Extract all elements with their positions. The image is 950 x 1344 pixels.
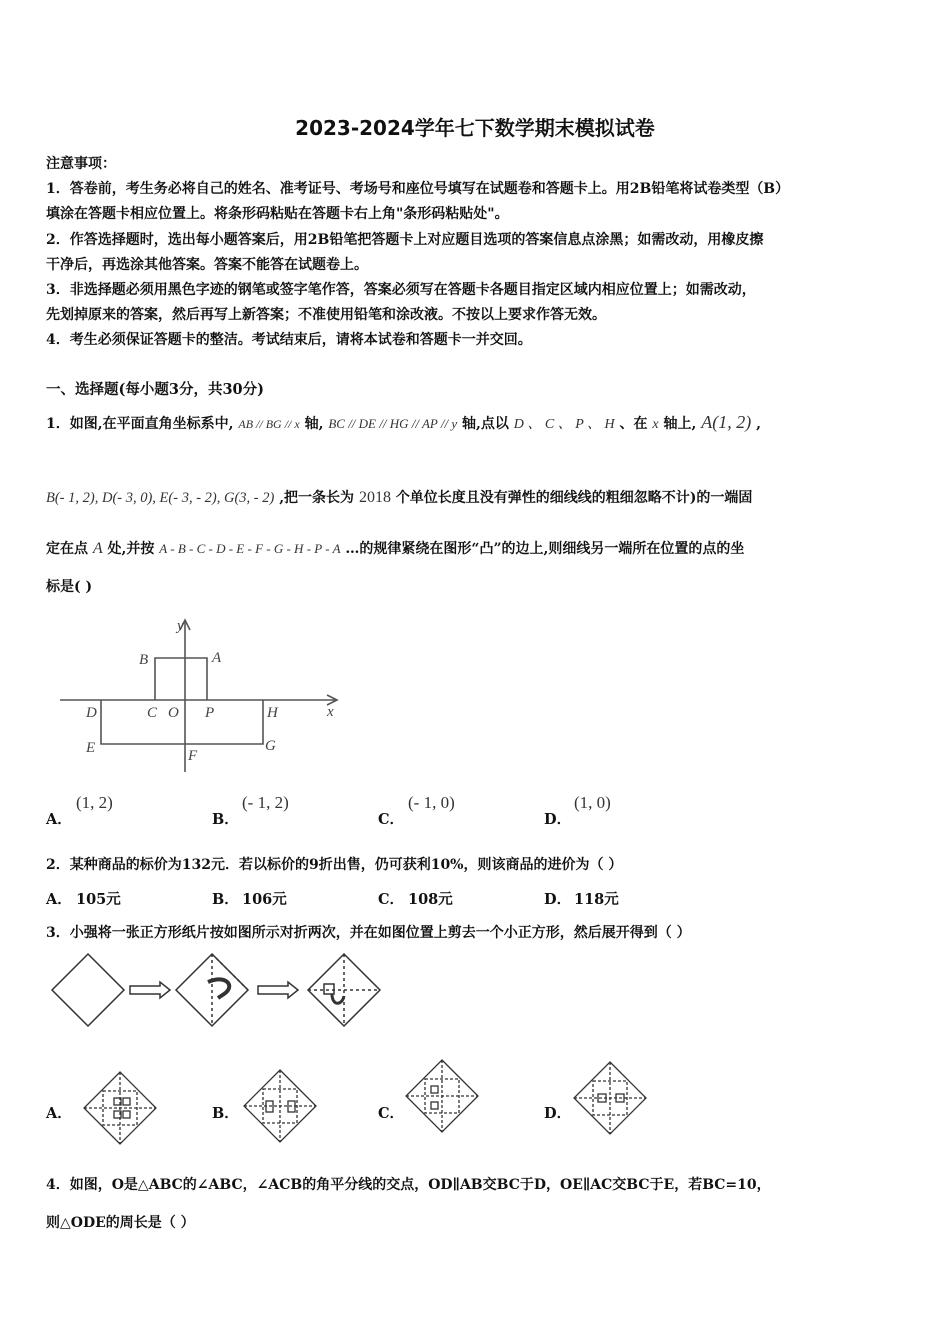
q1-option-label[interactable]: A． bbox=[46, 811, 72, 828]
page-title: 2023-2024学年七下数学期末模拟试卷 bbox=[295, 116, 655, 140]
q1-math: A - B - C - D - E - F - G - H - P - A bbox=[159, 541, 341, 556]
q1-line3 bbox=[46, 538, 906, 558]
notice-line: 干净后，再选涂其他答案。答案不能答在试题卷上。 bbox=[46, 257, 368, 273]
upper-square bbox=[155, 658, 207, 700]
q2-option-value: 106元 bbox=[242, 891, 287, 908]
q1-text: 轴,点以 bbox=[462, 416, 509, 432]
label-G: G bbox=[265, 738, 276, 754]
q1-text: ,把一条长为 bbox=[279, 490, 355, 506]
q4-line2: 则△ODE的周长是（ ） bbox=[46, 1215, 195, 1231]
q1-text: 轴上, bbox=[663, 416, 697, 432]
section-heading: 一、选择题(每小题3分，共30分) bbox=[46, 381, 264, 398]
q3-option-c-figure bbox=[404, 1058, 484, 1134]
q1-math: B(- 1, 2), D(- 3, 0), E(- 3, - 2), G(3, - 2) bbox=[46, 490, 275, 506]
label-B: B bbox=[139, 652, 149, 668]
fold-arrow-icon bbox=[208, 979, 229, 998]
q3-option-a-figure bbox=[80, 1070, 160, 1146]
q1-math: A bbox=[92, 540, 103, 557]
notice-heading: 注意事项： bbox=[46, 156, 116, 172]
q1-math: x bbox=[652, 417, 659, 432]
label-x: x bbox=[327, 704, 334, 720]
q3-option-d-figure bbox=[572, 1060, 652, 1136]
arrow-icon bbox=[130, 982, 170, 998]
q4-line1: 4．如图，O是△ABC的∠ABC，∠ACB的角平分线的交点，OD∥AB交BC于D，OE∥AC交BC于E，若BC=10， bbox=[46, 1177, 771, 1193]
q1-option-label[interactable]: C． bbox=[378, 811, 405, 828]
q2-option-label[interactable]: C． bbox=[378, 891, 405, 908]
q1-text: 定在点 bbox=[46, 541, 88, 557]
q2-option-value: 108元 bbox=[408, 891, 453, 908]
q2-option-value: 118元 bbox=[574, 891, 619, 908]
q1-text: 、在 bbox=[619, 416, 648, 432]
square-paper bbox=[52, 954, 124, 1026]
q2-option-value: 105元 bbox=[76, 891, 121, 908]
notice-line: 先划掉原来的答案，然后再写上新答案；不准使用铅笔和涂改液。不按以上要求作答无效。 bbox=[46, 307, 606, 323]
label-O: O bbox=[168, 705, 179, 721]
cut-square bbox=[324, 984, 334, 994]
notice-line: 1．答卷前，考生务必将自己的姓名、准考证号、考场号和座位号填写在试题卷和答题卡上。用2B铅笔将试卷类型（B） bbox=[46, 181, 790, 197]
q1-text: 1．如图,在平面直角坐标系中, bbox=[46, 416, 234, 432]
q1-option-label[interactable]: B． bbox=[212, 811, 239, 828]
notice-line: 4．考生必须保证答题卡的整洁。考试结束后，请将本试卷和答题卡一并交回。 bbox=[46, 332, 532, 348]
q3-option-label[interactable]: C． bbox=[378, 1105, 405, 1122]
q1-option-value: (- 1, 0) bbox=[408, 793, 455, 812]
notice-line: 填涂在答题卡相应位置上。将条形码粘贴在答题卡右上角"条形码粘贴处"。 bbox=[46, 206, 509, 222]
label-P: P bbox=[205, 705, 215, 721]
label-H: H bbox=[267, 705, 278, 721]
q2-text: 2．某种商品的标价为132元．若以标价的9折出售，仍可获利10%，则该商品的进价为（ ） bbox=[46, 857, 623, 873]
q1-coordinate-figure bbox=[55, 612, 355, 777]
q1-option-value: (- 1, 2) bbox=[242, 793, 289, 812]
q2-option-label[interactable]: D． bbox=[544, 891, 572, 908]
notice-line: 3．非选择题必须用黑色字迹的钢笔或签字笔作答，答案必须写在答题卡各题目指定区域内相应位置上；如需改动， bbox=[46, 282, 756, 298]
q1-line4: 标是( ) bbox=[46, 579, 93, 595]
q1-math: A(1, 2) bbox=[701, 412, 752, 432]
q2-option-label[interactable]: A． bbox=[46, 891, 72, 908]
q1-math: D 、 C 、 P 、 H bbox=[513, 417, 615, 432]
label-A: A bbox=[212, 650, 222, 666]
q3-option-label[interactable]: D． bbox=[544, 1105, 572, 1122]
q1-option-value: (1, 0) bbox=[574, 793, 611, 812]
q1-text: 轴, bbox=[304, 416, 324, 432]
q1-text: 个单位长度且没有弹性的细线线的粗细忽略不计)的一端固 bbox=[395, 490, 753, 506]
label-C: C bbox=[147, 705, 158, 721]
q3-text: 3．小强将一张正方形纸片按如图所示对折两次，并在如图位置上剪去一个小正方形，然后展开得到（ ） bbox=[46, 925, 691, 941]
label-E: E bbox=[86, 740, 96, 756]
label-F: F bbox=[188, 748, 198, 764]
q3-option-label[interactable]: B． bbox=[212, 1105, 239, 1122]
q3-folding-figure bbox=[48, 950, 388, 1030]
q1-line2 bbox=[46, 487, 906, 507]
q3-option-label[interactable]: A． bbox=[46, 1105, 72, 1122]
q1-option-label[interactable]: D． bbox=[544, 811, 572, 828]
q3-option-b-figure bbox=[242, 1068, 322, 1144]
q1-text: …的规律紧绕在图形“凸”的边上,则细线另一端所在位置的点的坐 bbox=[345, 541, 745, 557]
q1-option-value: (1, 2) bbox=[76, 793, 113, 812]
notice-line: 2．作答选择题时，选出每小题答案后，用2B铅笔把答题卡上对应题目选项的答案信息点涂黑；如需改动，用橡皮擦 bbox=[46, 232, 764, 248]
q1-math: AB // BG // x bbox=[238, 417, 300, 431]
q1-text: 处,并按 bbox=[107, 541, 155, 557]
q1-text: , bbox=[756, 416, 761, 432]
lower-rectangle bbox=[101, 700, 263, 744]
label-y: y bbox=[177, 618, 184, 634]
arrow-icon bbox=[258, 982, 298, 998]
label-D: D bbox=[86, 705, 97, 721]
q2-option-label[interactable]: B． bbox=[212, 891, 239, 908]
q1-math: 2018 bbox=[358, 489, 391, 506]
q1-math: BC // DE // HG // AP // y bbox=[328, 416, 458, 431]
q1-line1 bbox=[46, 412, 906, 433]
